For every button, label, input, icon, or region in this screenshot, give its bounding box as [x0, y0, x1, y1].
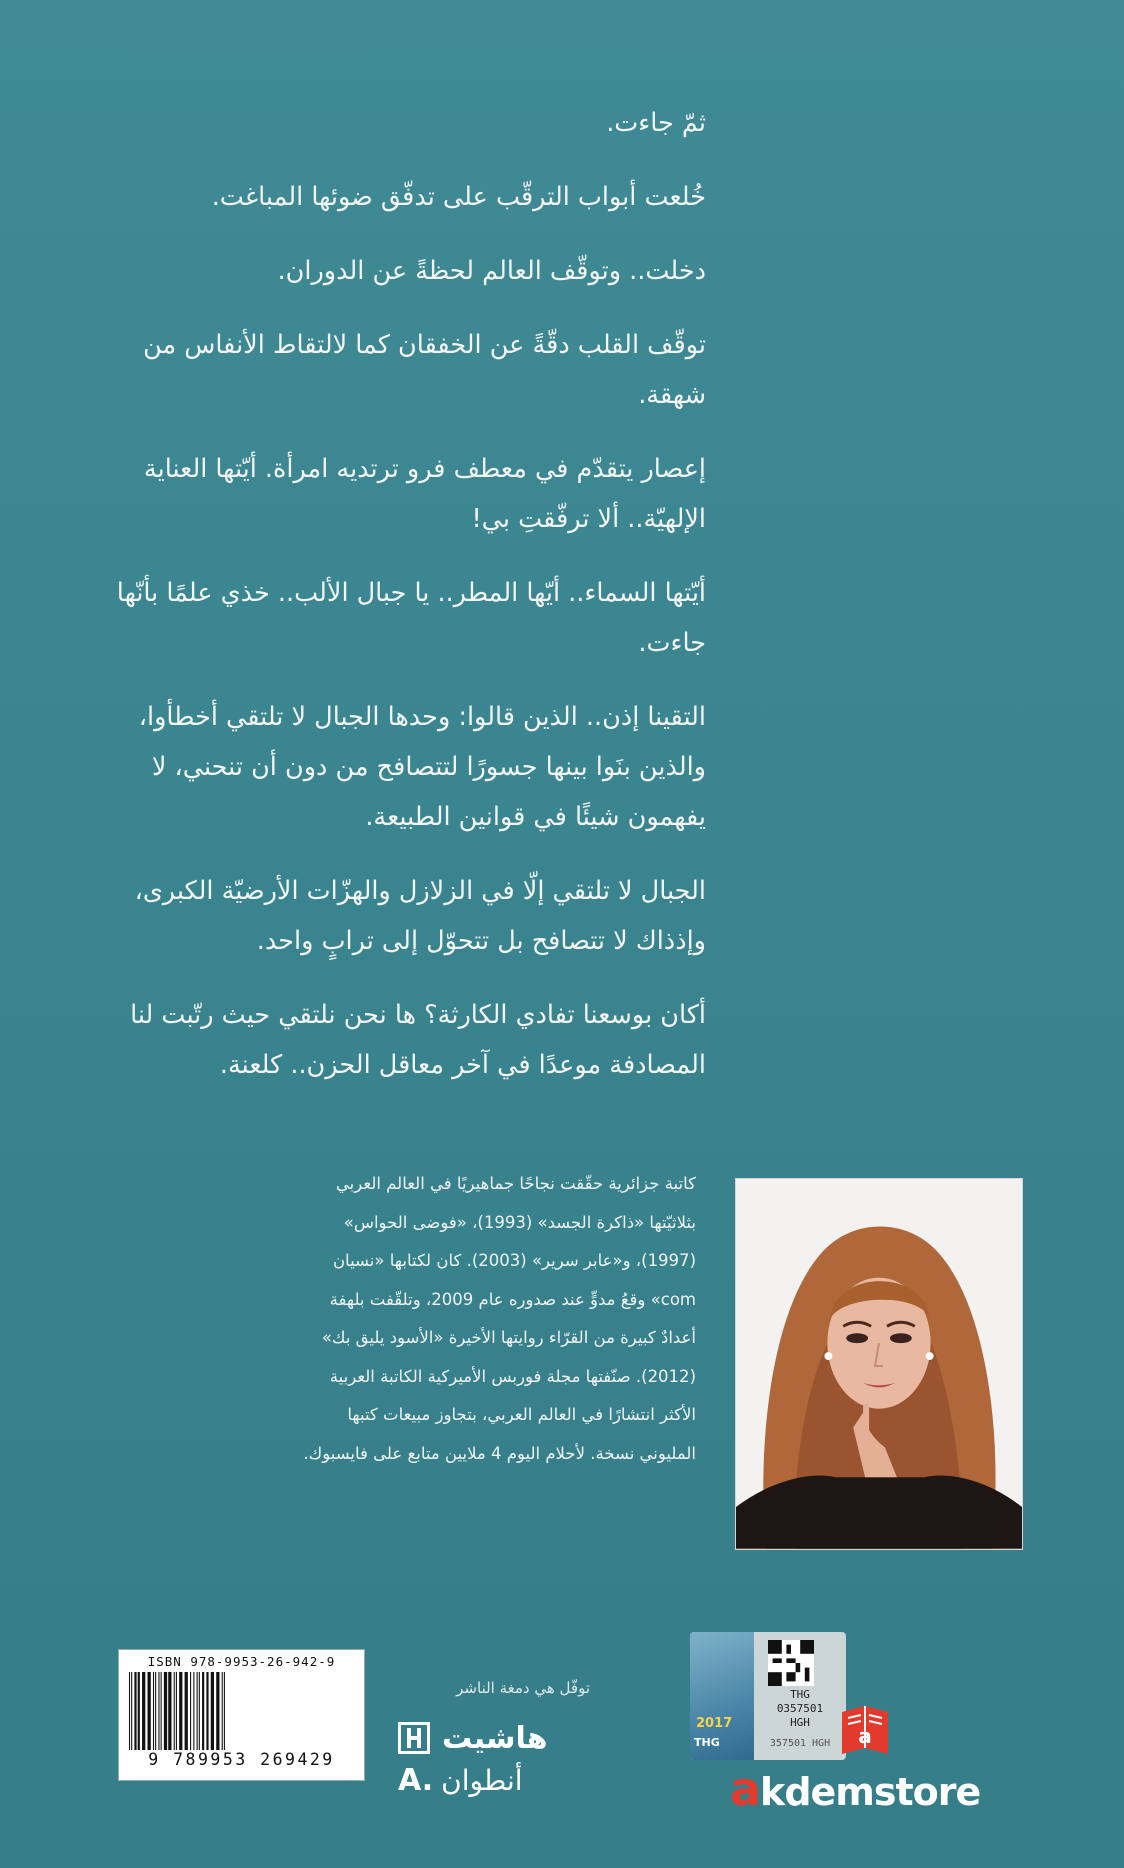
- barcode-bar: [190, 1672, 191, 1750]
- barcode-bar: [142, 1672, 145, 1750]
- qr-code-icon: [768, 1640, 814, 1686]
- blurb-paragraph: ثمّ جاءت.: [606, 108, 706, 138]
- blurb-paragraph: التقينا إذن.. الذين قالوا: وحدها الجبال لا تلتقي أخطأوا، والذين بنَوا بينها جسورًا لتتصافح من دون أن تنحني، لا يفهمون شيئًا في قوانين الطبيعة.: [138, 702, 706, 832]
- blurb-paragraph: أكان بوسعنا تفادي الكارثة؟ ها نحن نلتقي حيث رتّبت لنا المصادفة موعدًا في آخر معاقل الحزن.. كلعنة.: [130, 1000, 706, 1080]
- barcode-bar: [134, 1672, 136, 1750]
- barcode-bar: [131, 1672, 132, 1750]
- barcode-bar: [161, 1672, 162, 1750]
- barcode-bar: [197, 1672, 198, 1750]
- blurb-text: [70, 98, 706, 1114]
- publisher-logo-antoine: [398, 1760, 590, 1800]
- barcode-bar: [206, 1672, 208, 1750]
- barcode-bars: [125, 1672, 358, 1750]
- barcode-bar: [155, 1672, 156, 1750]
- barcode-bar: [179, 1672, 182, 1750]
- isbn-barcode: [118, 1649, 365, 1781]
- barcode-bar: [164, 1672, 167, 1750]
- barcode-bar: [185, 1672, 188, 1750]
- publisher-logo-hachette: [398, 1718, 590, 1758]
- author-photo: [735, 1178, 1023, 1550]
- publisher-note: توفّل هي دمغة الناشر: [456, 1679, 590, 1697]
- isbn-label: ISBN 978-9953-26-942-9: [147, 1654, 336, 1669]
- barcode-bar: [202, 1672, 204, 1750]
- publisher-name-antoine: أنطوان: [441, 1763, 523, 1797]
- blurb-paragraph: إعصار يتقدّم في معطف فرو ترتديه امرأة. أيّتها العناية الإلهيّة.. ألا ترفّقتِ بي!: [143, 454, 706, 534]
- blurb-paragraph: الجبال لا تلتقي إلّا في الزلازل والهزّات الأرضيّة الكبرى، وإذذاك لا تتصافح بل تتحوّل إلى ترابٍ واحد.: [134, 876, 706, 956]
- distributor-sticker: [690, 1632, 846, 1760]
- barcode-bar: [129, 1672, 130, 1750]
- author-bio: كاتبة جزائرية حقّقت نجاحًا جماهيريًا في العالم العربي بثلاثيّتها «ذاكرة الجسد» (1993)، «فوضى الحواس» (1997)، و«عابر سرير» (2003). كان لكتابها «نسيان com» وقعُ مدوٍّ عند صدوره عام 2009، وتلقّفت بلهفة أعدادٌ كبيرة من القرّاء روايتها الأخيرة «الأسود يليق بك» (2012). صنّفتها مجلة فوربس الأميركية الكاتبة العربية الأكثر انتشارًا في العالم العربي، بتجاوز مبيعات كتبها المليوني نسخة. لأحلام اليوم 4 ملايين متابع على فايسبوك.: [303, 1174, 696, 1463]
- barcode-bar: [168, 1672, 171, 1750]
- barcode-bar: [211, 1672, 214, 1750]
- sticker-code-line: HGH: [790, 1716, 810, 1729]
- blurb-paragraph: أيّتها السماء.. أيّها المطر.. يا جبال الألب.. خذي علمًا بأنّها جاءت.: [116, 578, 706, 658]
- barcode-digits: 9 789953 269429: [148, 1750, 335, 1769]
- store-book-icon: [834, 1698, 896, 1760]
- barcode-bar: [193, 1672, 194, 1750]
- sticker-code-line: 0357501: [776, 1702, 824, 1715]
- barcode-bar: [224, 1672, 225, 1750]
- svg-text:a: a: [858, 1724, 872, 1748]
- hachette-h-icon: [398, 1722, 430, 1754]
- barcode-bar: [153, 1672, 154, 1750]
- barcode-bar: [199, 1672, 200, 1750]
- store-name-rest: kdemstore: [760, 1770, 981, 1814]
- barcode-bar: [158, 1672, 159, 1750]
- publisher-name-hachette: هاشيت: [442, 1720, 548, 1756]
- antoine-a-icon: A.: [398, 1762, 434, 1798]
- barcode-bar: [138, 1672, 140, 1750]
- store-watermark: [730, 1762, 980, 1816]
- sticker-code-bottom: 357501 HGH: [769, 1738, 831, 1749]
- barcode-bar: [216, 1672, 219, 1750]
- barcode-bar: [148, 1672, 151, 1750]
- sticker-code-line: THG: [790, 1688, 810, 1701]
- sticker-brand: THG: [694, 1736, 720, 1749]
- blurb-paragraph: دخلت.. وتوقّف العالم لحظةً عن الدوران.: [277, 256, 706, 286]
- blurb-paragraph: توقّف القلب دقّةً عن الخفقان كما لالتقاط الأنفاس من شهقة.: [143, 330, 706, 410]
- sticker-year: 2017: [696, 1716, 733, 1731]
- barcode-bar: [222, 1672, 223, 1750]
- store-name-first-letter: a: [730, 1762, 761, 1816]
- barcode-bar: [176, 1672, 177, 1750]
- author-portrait-illustration: [736, 1179, 1022, 1549]
- sticker-code: [756, 1688, 844, 1730]
- blurb-paragraph: خُلعت أبواب الترقّب على تدفّق ضوئها المباغت.: [211, 182, 706, 212]
- barcode-bar: [174, 1672, 175, 1750]
